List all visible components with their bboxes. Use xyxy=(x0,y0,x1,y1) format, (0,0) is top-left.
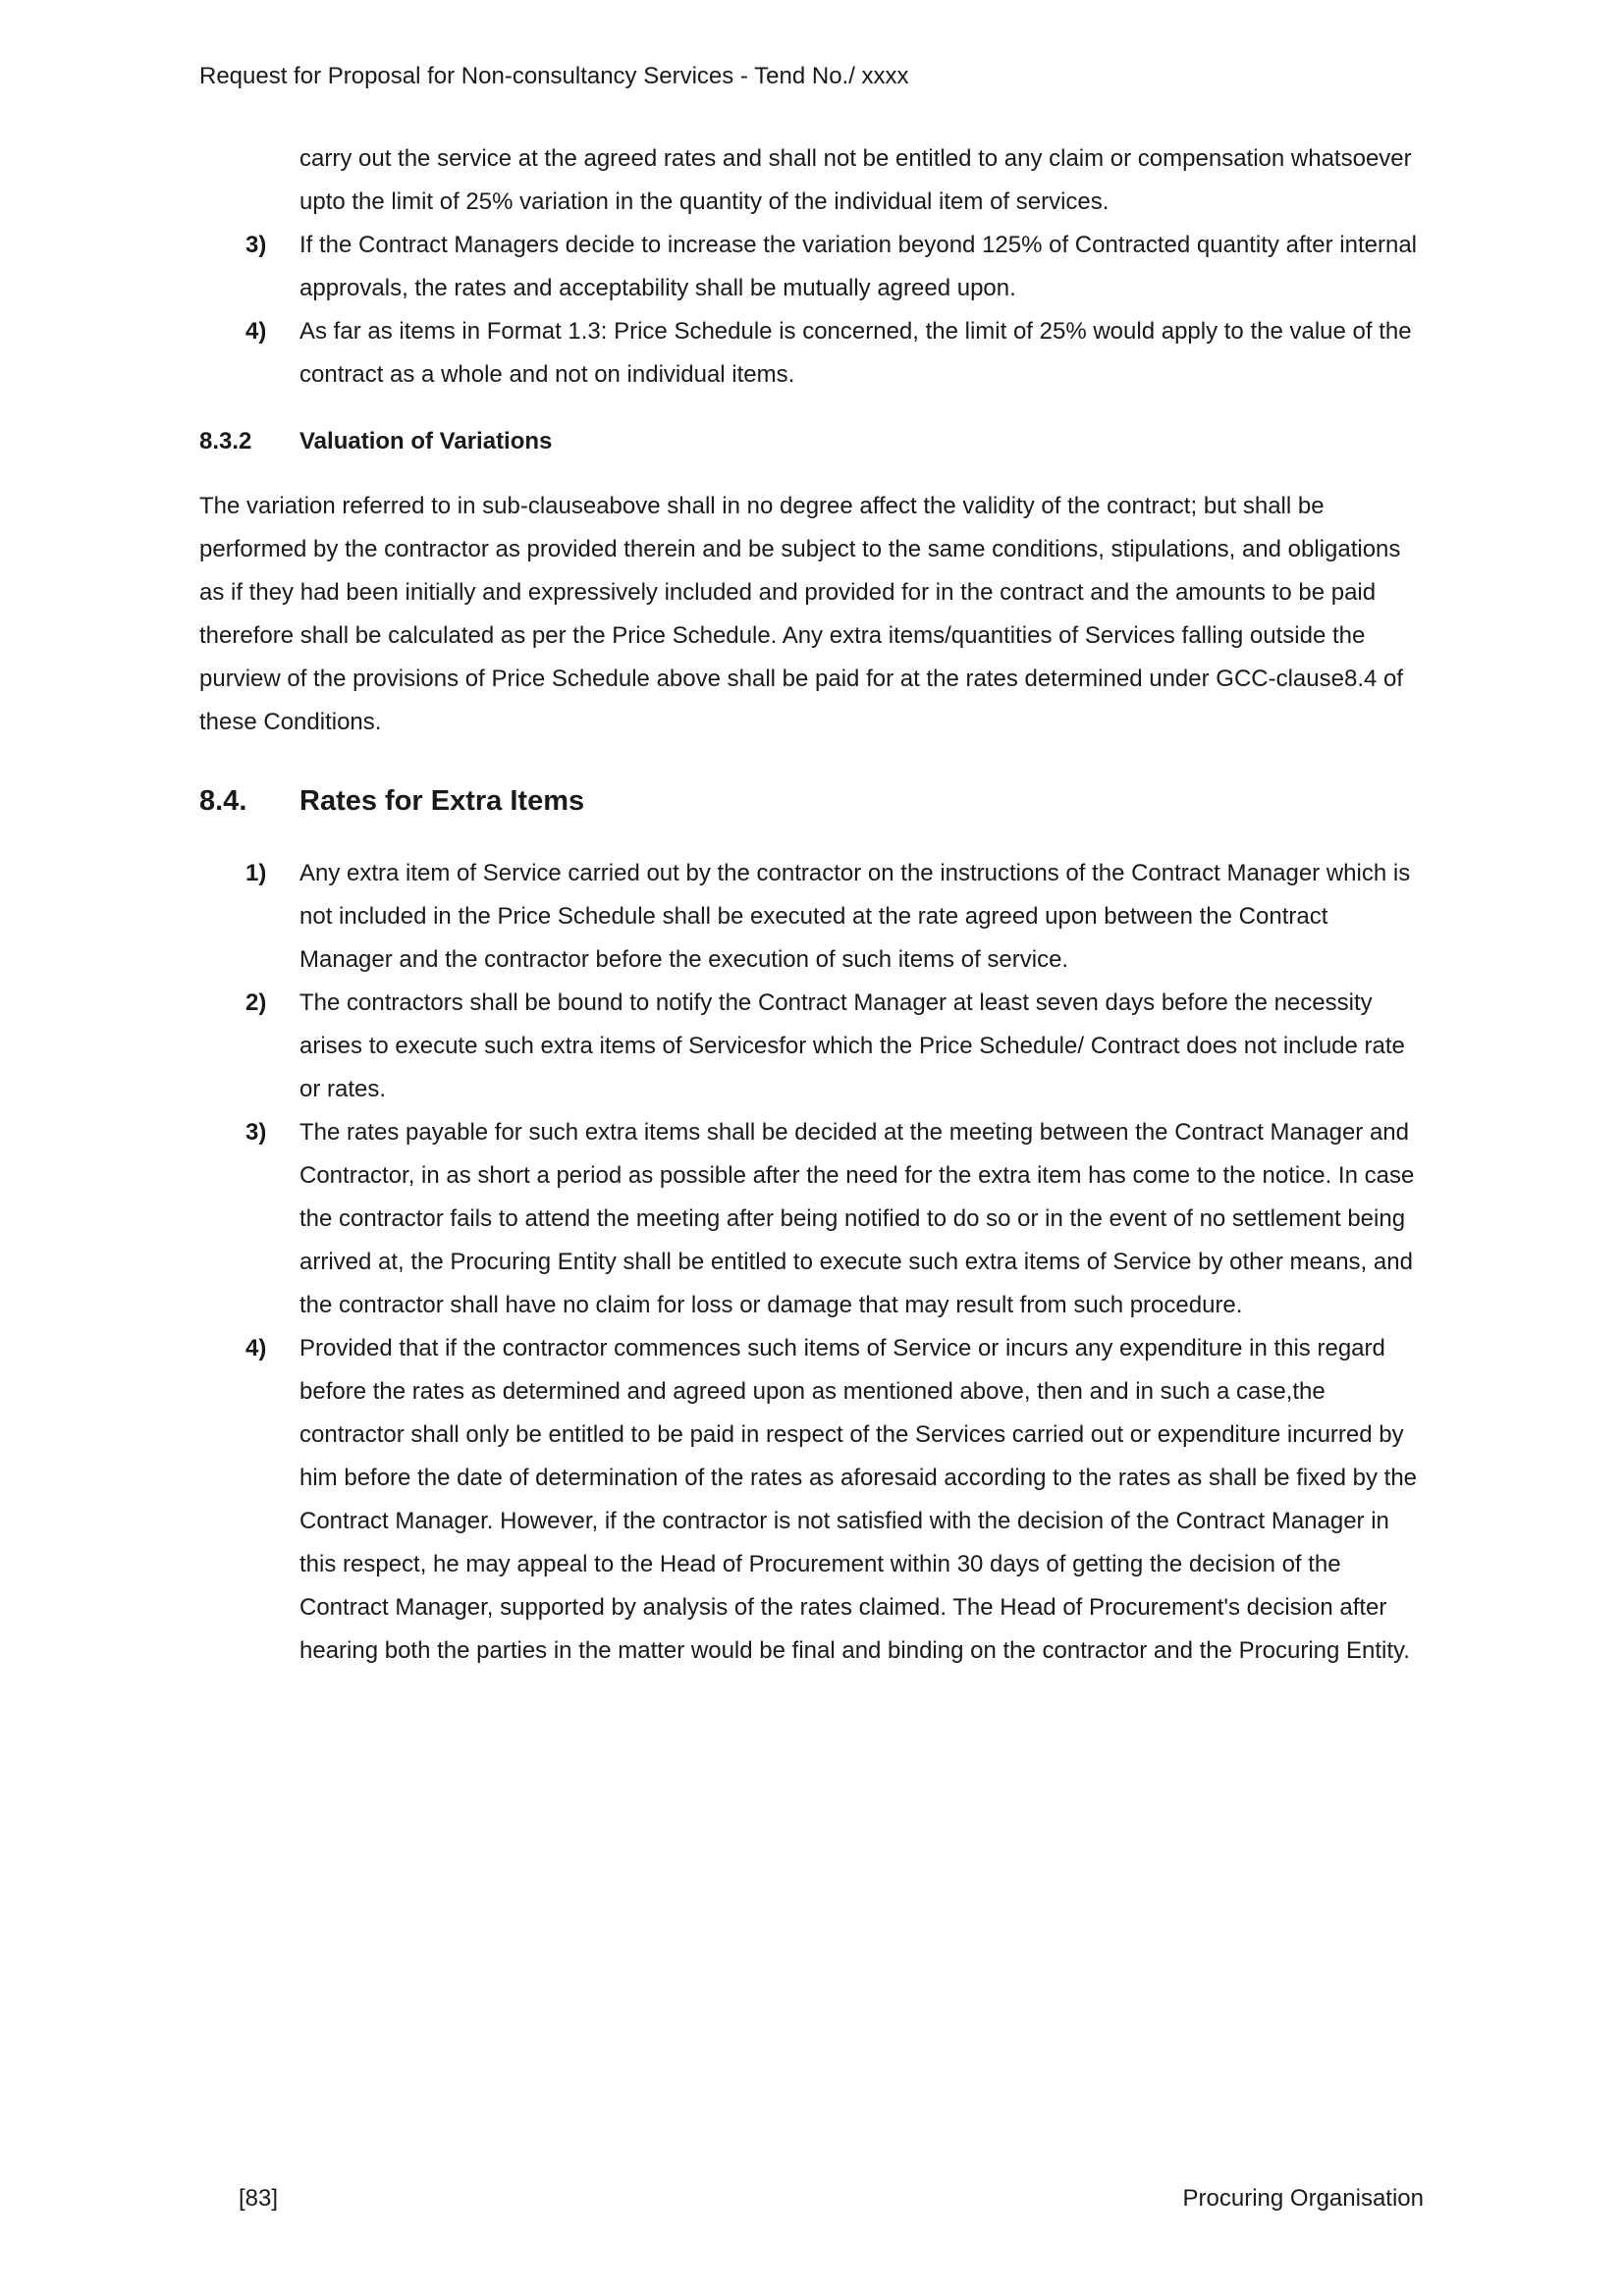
list-item-number: 3) xyxy=(245,232,267,258)
section-number: 8.4. xyxy=(199,785,247,817)
list-item-number: 3) xyxy=(245,1119,267,1146)
list-item-text: If the Contract Managers decide to increase the variation beyond 125% of Contracted quantity after internal approvals, the rates and acceptability shall be mutually agreed upon. xyxy=(299,232,1418,301)
page-footer xyxy=(199,2184,1424,2214)
list-item-text: The rates payable for such extra items shall be decided at the meeting between the Contract Manager and Contractor, in as short a period as possible after the need for the extra item has come to the notice. In case the contractor fails to attend the meeting after being notified to do so or in the event of no settlement being arrived at, the Procuring Entity shall be entitled to execute such extra items of Service by other means, and the contractor shall have no claim for loss or damage that may result from such procedure. xyxy=(299,1119,1415,1318)
list-item-number: 2) xyxy=(245,989,267,1016)
list-item-number: 4) xyxy=(245,1335,267,1362)
list-item-text: The contractors shall be bound to notify the Contract Manager at least seven days before the necessity arises to execute such extra items of Servicesfor which the Price Schedule/ Contract does not include rate or rates. xyxy=(299,989,1405,1102)
page-number: [83] xyxy=(239,2185,279,2212)
section-title: Rates for Extra Items xyxy=(299,785,585,817)
section-heading-84 xyxy=(199,783,1424,819)
list-item-number: 1) xyxy=(245,860,267,886)
list-item xyxy=(199,310,1424,397)
list-item-number: 4) xyxy=(245,318,267,345)
section-number: 8.3.2 xyxy=(199,428,252,454)
list-item xyxy=(199,1111,1424,1327)
document-body xyxy=(199,137,1424,1673)
section-832-paragraph: The variation referred to in sub-clauseabove shall in no degree affect the validity of the contract; but shall be performed by the contractor as provided therein and be subject to the same conditions, stipulations, and obligations as if they had been initially and expressively included and provided for in the contract and the amounts to be paid therefore shall be calculated as per the Price Schedule. Any extra items/quantities of Services falling outside the purview of the provisions of Price Schedule above shall be paid for at the rates determined under GCC-clause8.4 of these Conditions. xyxy=(199,493,1404,735)
header-title: Request for Proposal for Non-consultancy Services - Tend No./ xxxx xyxy=(199,63,909,89)
list-item xyxy=(199,982,1424,1111)
list-item-text: Any extra item of Service carried out by the contractor on the instructions of the Contract Manager which is not included in the Price Schedule shall be executed at the rate agreed upon between the Contract Manager and the contractor before the execution of such items of service. xyxy=(299,860,1411,973)
page-header xyxy=(199,61,1424,92)
section-title: Valuation of Variations xyxy=(299,428,553,454)
section-heading-832 xyxy=(199,426,1424,457)
list-item-text: Provided that if the contractor commences such items of Service or incurs any expenditure in this regard before the rates as determined and agreed upon as mentioned above, then and in such a case,the contractor shall only be entitled to be paid in respect of the Services carried out or expenditure incurred by him before the date of determination of the rates as aforesaid according to the rates as shall be fixed by the Contract Manager. However, if the contractor is not satisfied with the decision of the Contract Manager in this respect, he may appeal to the Head of Procurement within 30 days of getting the decision of the Contract Manager, supported by analysis of the rates claimed. The Head of Procurement's decision after hearing both the parties in the matter would be final and binding on the contractor and the Procuring Entity. xyxy=(299,1335,1418,1664)
footer-organisation: Procuring Organisation xyxy=(1182,2185,1424,2212)
list-item xyxy=(199,852,1424,982)
list-item xyxy=(199,224,1424,310)
list-item xyxy=(199,1327,1424,1673)
continuation-paragraph: carry out the service at the agreed rates and shall not be entitled to any claim or compensation whatsoever upto the limit of 25% variation in the quantity of the individual item of services. xyxy=(299,145,1412,215)
list-item-text: As far as items in Format 1.3: Price Schedule is concerned, the limit of 25% would apply to the value of the contract as a whole and not on individual items. xyxy=(299,318,1412,388)
